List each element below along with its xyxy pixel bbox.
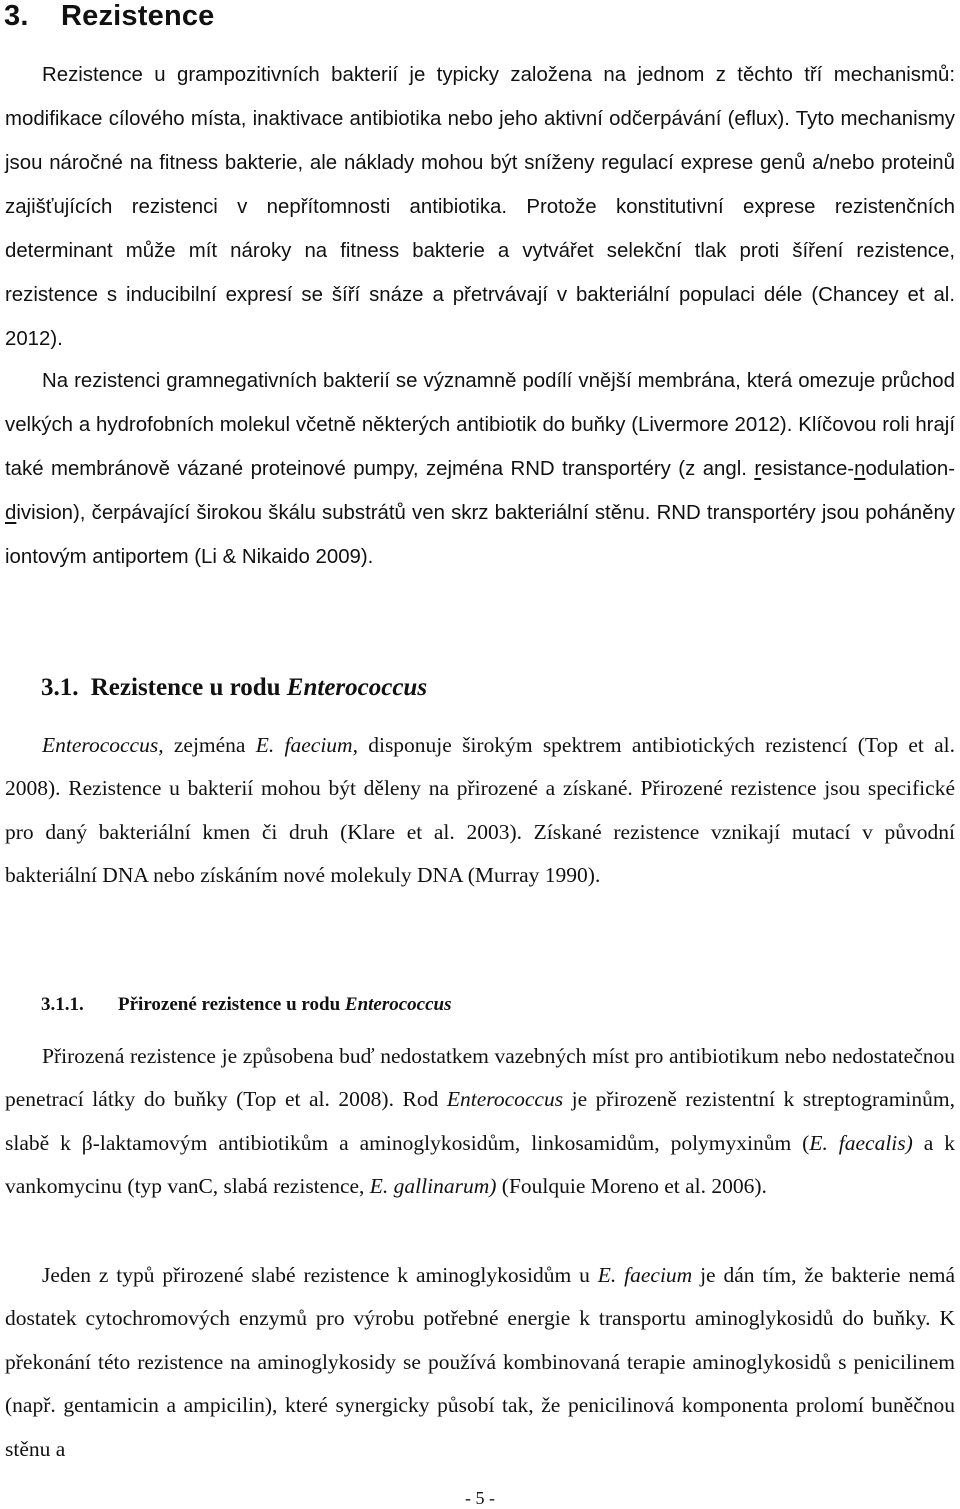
subsection-title: Přirozené rezistence u rodu	[118, 994, 341, 1015]
section-number: 3.1.	[41, 674, 79, 701]
subsection-paragraph-1: Přirozená rezistence je způsobena buď nedostatkem vazebných míst pro antibiotikum nebo nedostatečnou penetrací látky do buňky (Top et al. 2008). Rod Enterococcus je přirozeně rezistentní k streptograminům, slabě k β-laktamovým antibiotikům a aminoglykosidům, linkosamidům, polymyxinům (E. faecalis) a k vankomycinu (typ vanC, slabá rezistence, E. gallinarum) (Foulquie Moreno et al. 2006).	[5, 1044, 955, 1199]
intro-paragraph-2: Na rezistenci gramnegativních bakterií se významně podílí vnější membrána, která omezuje průchod velkých a hydrofobních molekul včetně některých antibiotik do buňky (Livermore 2012). Klíčovou roli hrají také membránově vázané proteinové pumpy, zejména RND transportéry (z angl. resistance-nodulation-division), čerpávající širokou škálu substrátů ven skrz bakteriální stěnu. RND transportéry jsou poháněny iontovým antiportem (Li & Nikaido 2009).	[5, 370, 955, 568]
page-number: - 5 -	[465, 1488, 495, 1508]
section-paragraph: Enterococcus, zejména E. faecium, disponuje širokým spektrem antibiotických rezistencí (Top et al. 2008). Rezistence u bakterií mohou být děleny na přirozené a získané. Přirozené rezistence jsou specifické pro daný bakteriální kmen či druh (Klare et al. 2003). Získané rezistence vznikají mutací v původní bakteriální DNA nebo získáním nové molekuly DNA (Murray 1990).	[5, 733, 955, 888]
subsection-heading	[41, 990, 452, 1020]
chapter-number: 3.	[4, 0, 29, 32]
subsection-paragraph-2: Jeden z typů přirozené slabé rezistence k aminoglykosidům u E. faecium je dán tím, že bakterie nemá dostatek cytochromových enzymů pro výrobu potřebné energie k transportu aminoglykosidů do buňky. K překonání této rezistence na aminoglykosidy se používá kombinovaná terapie aminoglykosidů s penicilinem (např. gentamicin a ampicilin), které synergicky působí tak, že penicilinová komponenta prolomí buněčnou stěnu a	[5, 1263, 955, 1461]
section-heading	[41, 668, 427, 708]
section-title: Rezistence u rodu	[90, 674, 281, 701]
subsection-title-genus: Enterococcus	[344, 994, 452, 1015]
section-title-genus: Enterococcus	[286, 674, 428, 701]
subsection-number: 3.1.1.	[41, 994, 84, 1015]
chapter-title: Rezistence	[61, 0, 215, 32]
chapter-heading	[4, 0, 215, 36]
intro-paragraph-1: Rezistence u grampozitivních bakterií je typicky založena na jednom z těchto tří mechanismů: modifikace cílového místa, inaktivace antibiotika nebo jeho aktivní odčerpávání (eflux). Tyto mechanismy jsou náročné na fitness bakterie, ale náklady mohou být sníženy regulací exprese genů a/nebo proteinů zajišťujících rezistenci v nepřítomnosti antibiotika. Protože konstitutivní exprese rezistenčních determinant může mít nároky na fitness bakterie a vytvářet selekční tlak proti šíření rezistence, rezistence s inducibilní expresí se šíří snáze a přetrvávají v bakteriální populaci déle (Chancey et al. 2012).	[5, 64, 955, 350]
